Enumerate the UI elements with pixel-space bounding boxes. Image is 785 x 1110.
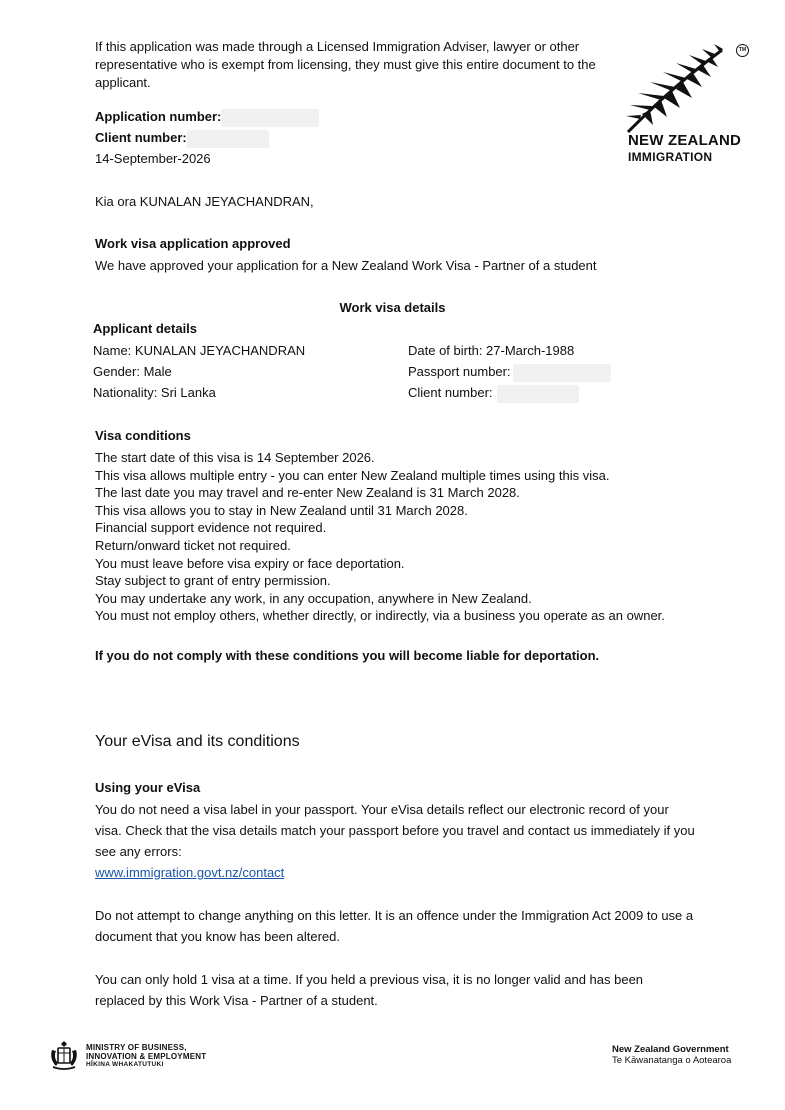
application-number-label: Application number: — [95, 109, 222, 124]
applicant-name: Name: KUNALAN JEYACHANDRAN — [93, 343, 306, 358]
details-client-number — [408, 384, 579, 403]
letter-date: 14-September-2026 — [95, 151, 211, 166]
application-number — [95, 108, 319, 127]
approval-text: We have approved your application for a New Zealand Work Visa - Partner of a student — [95, 258, 597, 273]
using-evisa-text: You do not need a visa label in your passport. Your eVisa details reflect our electronic record of your visa. Check that the visa details match your passport before you travel and contact us immediately if you see any errors: — [95, 802, 695, 859]
silver-fern-icon — [620, 40, 750, 135]
condition-item: Stay subject to grant of entry permission. — [95, 573, 331, 589]
redacted-details-client-number — [497, 385, 579, 403]
mbie-line3: HĪKINA WHAKATUTUKI — [86, 1061, 164, 1068]
condition-item: You must not employ others, whether directly, or indirectly, via a business you operate as an owner. — [95, 608, 665, 624]
mbie-wordmark — [86, 1043, 206, 1069]
conditions-heading: Visa conditions — [95, 428, 191, 443]
approval-heading: Work visa application approved — [95, 236, 291, 251]
applicant-dob: Date of birth: 27-March-1988 — [408, 343, 575, 358]
mbie-line1: MINISTRY OF BUSINESS, — [86, 1043, 187, 1052]
applicant-heading: Applicant details — [93, 321, 198, 336]
logo-name-line2: IMMIGRATION — [628, 150, 713, 164]
redacted-application-number — [221, 109, 319, 127]
condition-item: Return/onward ticket not required. — [95, 537, 291, 553]
contact-link[interactable]: www.immigration.govt.nz/contact — [95, 865, 285, 880]
contact-link-wrap — [95, 864, 284, 882]
condition-item: You may undertake any work, in any occupation, anywhere in New Zealand. — [95, 590, 532, 606]
passport-number-label: Passport number: — [408, 364, 511, 379]
client-number — [95, 129, 269, 148]
passport-number — [408, 363, 611, 382]
condition-item: This visa allows multiple entry - you can enter New Zealand multiple times using this visa. — [95, 467, 610, 483]
deportation-warning: If you do not comply with these conditions you will become liable for deportation. — [95, 648, 600, 663]
condition-item: The start date of this visa is 14 September 2026. — [95, 450, 375, 465]
nz-government-wordmark — [612, 1044, 731, 1066]
nz-immigration-logo — [620, 40, 750, 170]
applicant-gender: Gender: Male — [93, 364, 172, 379]
intro-text: If this application was made through a Licensed Immigration Adviser, lawyer or other representative who is exempt from licensing, they must give this entire document to the applicant. — [95, 39, 596, 90]
nz-coat-of-arms-icon — [48, 1040, 80, 1072]
evisa-heading: Your eVisa and its conditions — [95, 733, 300, 750]
condition-item: This visa allows you to stay in New Zealand until 31 March 2028. — [95, 502, 468, 518]
condition-item: The last date you may travel and re-enter New Zealand is 31 March 2028. — [95, 485, 520, 501]
client-number-label: Client number: — [95, 130, 187, 145]
logo-name-line1: NEW ZEALAND — [628, 132, 742, 149]
details-client-number-label: Client number: — [408, 385, 493, 400]
govt-line2: Te Kāwanatanga o Aotearoa — [612, 1055, 732, 1066]
conditions-list — [95, 449, 665, 625]
using-evisa-heading: Using your eVisa — [95, 780, 201, 795]
details-title: Work visa details — [339, 300, 446, 315]
trademark-mark: TM — [736, 44, 749, 57]
applicant-nationality: Nationality: Sri Lanka — [93, 385, 216, 400]
redacted-passport-number — [513, 364, 611, 382]
single-visa-notice: You can only hold 1 visa at a time. If you held a previous visa, it is no longer valid and has been replaced by this Work Visa - Partner of a student. — [95, 972, 644, 1008]
condition-item: Financial support evidence not required. — [95, 520, 327, 536]
govt-line1: New Zealand Government — [612, 1044, 729, 1055]
greeting: Kia ora KUNALAN JEYACHANDRAN, — [95, 194, 314, 209]
redacted-client-number — [187, 130, 269, 148]
condition-item: You must leave before visa expiry or face deportation. — [95, 555, 405, 571]
mbie-line2: INNOVATION & EMPLOYMENT — [86, 1052, 207, 1061]
alteration-warning: Do not attempt to change anything on this letter. It is an offence under the Immigration Act 2009 to use a document that you know has been altered. — [95, 908, 694, 944]
